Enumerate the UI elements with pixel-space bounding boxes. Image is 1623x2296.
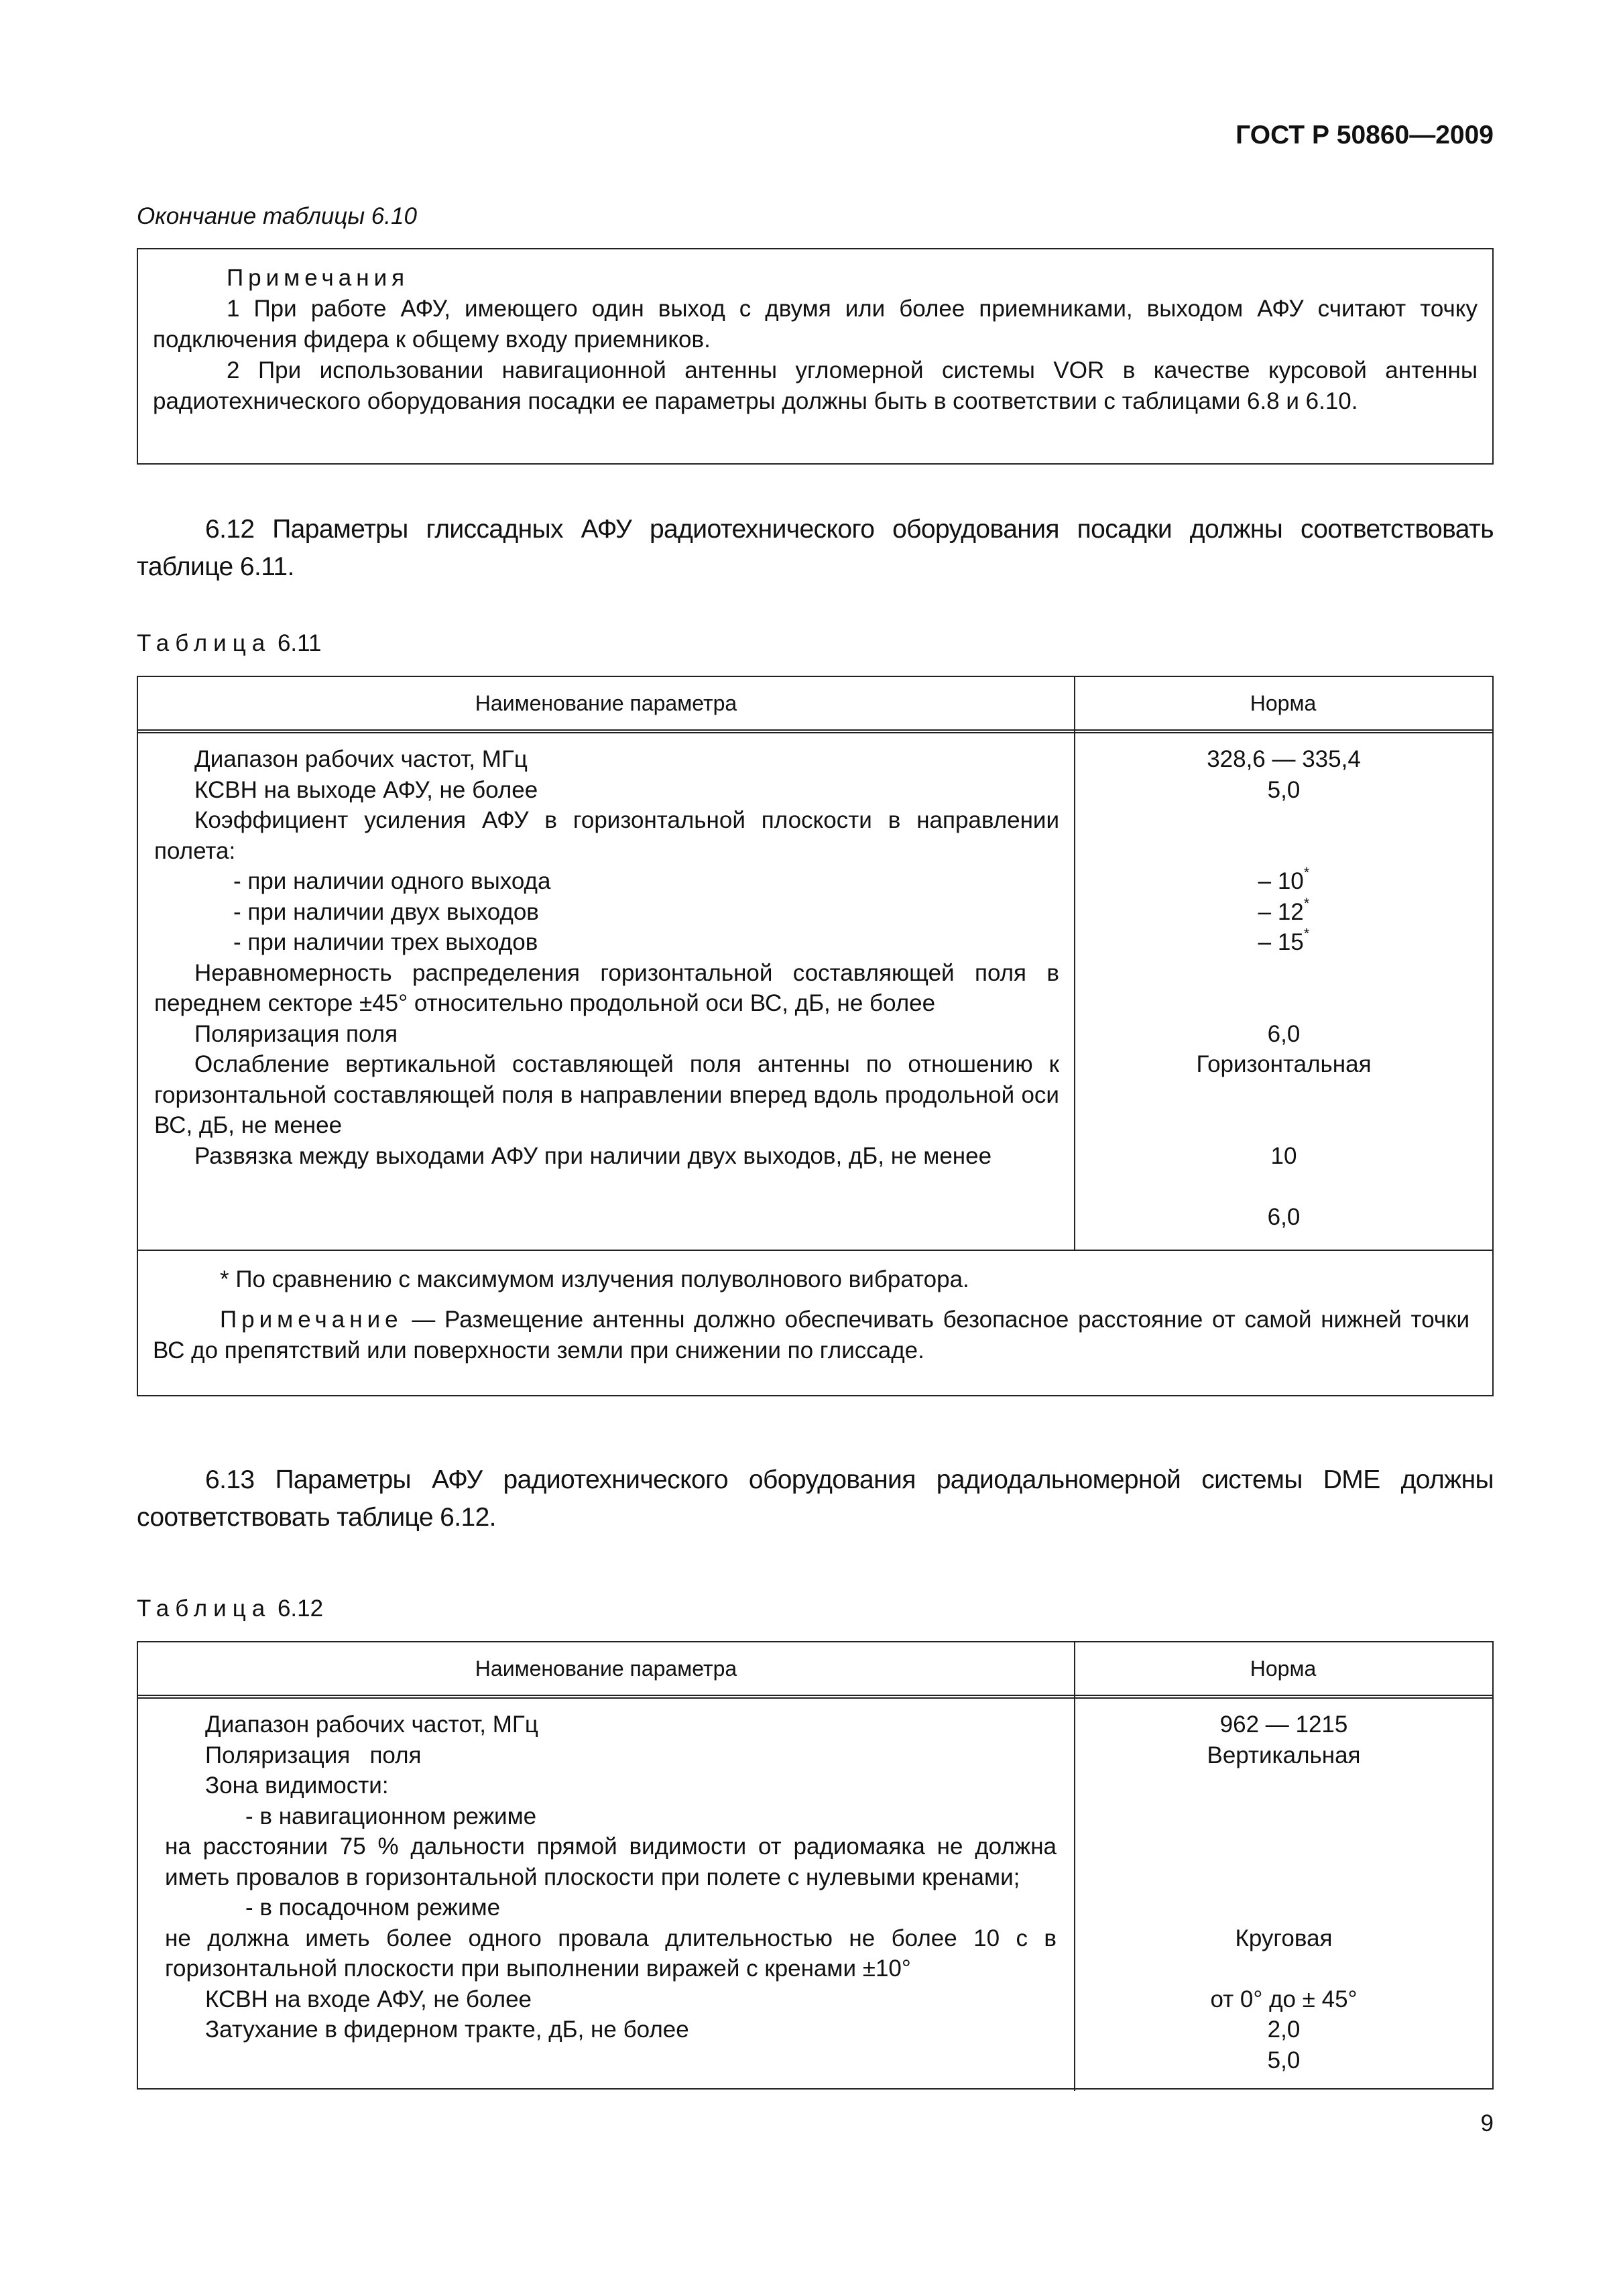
paragraph-6-13-text: 6.13 Параметры АФУ радиотехнического оборудования радиодальномерной системы DME должны соответствовать таблице 6.12.	[137, 1465, 1494, 1532]
table-6-11-body	[154, 744, 1059, 1171]
table-6-12-header	[138, 1642, 1492, 1696]
table-cell-empty	[1075, 1770, 1492, 1801]
footnote-mark: *	[1303, 925, 1310, 943]
table-row: - в навигационном режиме	[245, 1803, 537, 1829]
table-continuation-label: Окончание таблицы 6.10	[137, 203, 417, 229]
table-6-12	[137, 1641, 1494, 2090]
table-cell-empty	[1075, 958, 1492, 989]
table-row: Коэффициент усиления АФУ в горизонтальной плоскости в направлении полета:	[154, 807, 1059, 864]
notes-box-6-10	[137, 248, 1494, 465]
table-6-12-col-param: Наименование параметра	[475, 1656, 737, 1681]
table-6-11-col-norm: Норма	[1250, 691, 1317, 715]
table-cell-empty	[1075, 1953, 1492, 1984]
table-row: Затухание в фидерном тракте, дБ, не более	[205, 2016, 689, 2043]
table-6-12-header-divider	[138, 1695, 1492, 1699]
paragraph-6-12-text: 6.12 Параметры глиссадных АФУ радиотехнического оборудования посадки должны соответствовать таблице 6.11.	[137, 515, 1494, 581]
table-6-11-footer	[138, 1250, 1492, 1395]
table-6-11-values	[1075, 744, 1492, 1232]
table-row: - при наличии одного выхода	[233, 868, 551, 894]
table-cell-empty	[1075, 988, 1492, 1019]
table-row: не должна иметь более одного провала длительностью не более 10 с в горизонтальной плоскости при выполнении виражей с кренами ±10°	[165, 1925, 1057, 1982]
value-text: – 10	[1258, 868, 1304, 894]
table-row: Неравномерность распределения горизонтальной составляющей поля в переднем секторе ±45° относительно продольной оси ВС, дБ, не более	[154, 959, 1059, 1016]
table-row: Поляризация поля	[205, 1742, 422, 1768]
table-cell-empty	[1075, 1892, 1492, 1923]
table-cell-value	[1075, 927, 1492, 958]
table-cell-empty	[1075, 1110, 1492, 1141]
table-cell-empty	[1075, 836, 1492, 867]
table-6-11	[137, 676, 1494, 1396]
table-cell-value: Горизонтальная	[1196, 1051, 1372, 1077]
table-6-11-note	[153, 1305, 1469, 1366]
note-1: 1 При работе АФУ, имеющего один выход с двумя или более приемниками, выходом АФУ считают точку подключения фидера к общему входу приемников.	[153, 296, 1478, 353]
table-6-11-footnote: * По сравнению с максимумом излучения полуволнового вибратора.	[220, 1266, 969, 1292]
table-row: на расстоянии 75 % дальности прямой видимости от радиомаяка не должна иметь провалов в горизонтальной плоскости при полете с нулевыми кренами;	[165, 1833, 1057, 1890]
table-6-12-col-norm: Норма	[1250, 1656, 1317, 1681]
table-cell-empty	[1075, 805, 1492, 836]
table-row: - при наличии двух выходов	[233, 898, 539, 925]
table-row: Диапазон рабочих частот, МГц	[194, 746, 528, 772]
note-word: Примечание	[220, 1307, 403, 1333]
table-cell-value: Круговая	[1235, 1925, 1333, 1951]
table-row: КСВН на выходе АФУ, не более	[194, 776, 538, 803]
footnote-mark: *	[1303, 894, 1310, 912]
table-6-12-body	[165, 1709, 1057, 2045]
table-6-11-header	[138, 677, 1492, 731]
value-text: – 15	[1258, 929, 1304, 955]
table-cell-value: 2,0	[1267, 2016, 1301, 2043]
table-cell-value: 6,0	[1267, 1203, 1301, 1230]
note-text: — Размещение антенны должно обеспечивать безопасное расстояние от самой нижней точки ВС до препятствий или поверхности земли при снижении по глиссаде.	[153, 1307, 1469, 1364]
document-header: ГОСТ Р 50860—2009	[1236, 121, 1494, 149]
table-cell-empty	[1075, 1862, 1492, 1893]
table-6-11-header-divider	[138, 729, 1492, 733]
table-cell-value: 5,0	[1267, 2047, 1301, 2073]
table-6-11-caption-number: 6.11	[277, 630, 322, 656]
table-cell-value: 6,0	[1267, 1020, 1301, 1047]
paragraph-6-12	[137, 511, 1494, 586]
table-row: КСВН на входе АФУ, не более	[205, 1986, 532, 2012]
table-cell-value: от 0° до ± 45°	[1210, 1986, 1358, 2012]
table-6-11-caption	[137, 630, 322, 657]
page-number: 9	[1480, 2110, 1494, 2136]
table-row: Развязка между выходами АФУ при наличии двух выходов, дБ, не менее	[194, 1142, 992, 1169]
table-row: Ослабление вертикальной составляющей поля антенны по отношению к горизонтальной составляющей поля в направлении вперед вдоль продольной оси ВС, дБ, не менее	[154, 1051, 1059, 1138]
footnote-mark: *	[1303, 864, 1310, 882]
table-cell-empty	[1075, 1171, 1492, 1202]
table-cell-empty	[1075, 1080, 1492, 1111]
table-cell-value: 328,6 — 335,4	[1207, 746, 1361, 772]
table-cell-value: Вертикальная	[1207, 1742, 1361, 1768]
notes-heading: Примечания	[227, 265, 410, 291]
table-cell-value: 5,0	[1267, 776, 1301, 803]
table-row: - в посадочном режиме	[245, 1894, 501, 1921]
table-6-11-caption-word: Таблица	[137, 630, 272, 656]
table-6-11-col-param: Наименование параметра	[475, 691, 737, 715]
table-cell-value: 10	[1270, 1142, 1297, 1169]
paragraph-6-13	[137, 1461, 1494, 1536]
table-cell-value	[1075, 894, 1492, 928]
table-row: Диапазон рабочих частот, МГц	[205, 1711, 538, 1738]
table-cell-empty	[1075, 1801, 1492, 1832]
table-cell-value	[1075, 866, 1492, 897]
table-6-12-caption-number: 6.12	[277, 1595, 324, 1622]
table-cell-empty	[1075, 1831, 1492, 1862]
note-2: 2 При использовании навигационной антенны угломерной системы VOR в качестве курсовой антенны радиотехнического оборудования посадки ее параметры должны быть в соответствии с таблицами 6.8 и 6.10.	[153, 357, 1478, 414]
table-cell-value: 962 — 1215	[1219, 1711, 1348, 1738]
table-row: Поляризация поля	[194, 1020, 398, 1047]
table-6-12-values	[1075, 1709, 1492, 2075]
table-6-12-caption	[137, 1595, 323, 1622]
table-row: Зона видимости:	[205, 1772, 389, 1799]
table-6-12-caption-word: Таблица	[137, 1595, 272, 1622]
notes-text	[153, 263, 1478, 417]
table-row: - при наличии трех выходов	[233, 929, 538, 955]
value-text: – 12	[1258, 898, 1304, 925]
